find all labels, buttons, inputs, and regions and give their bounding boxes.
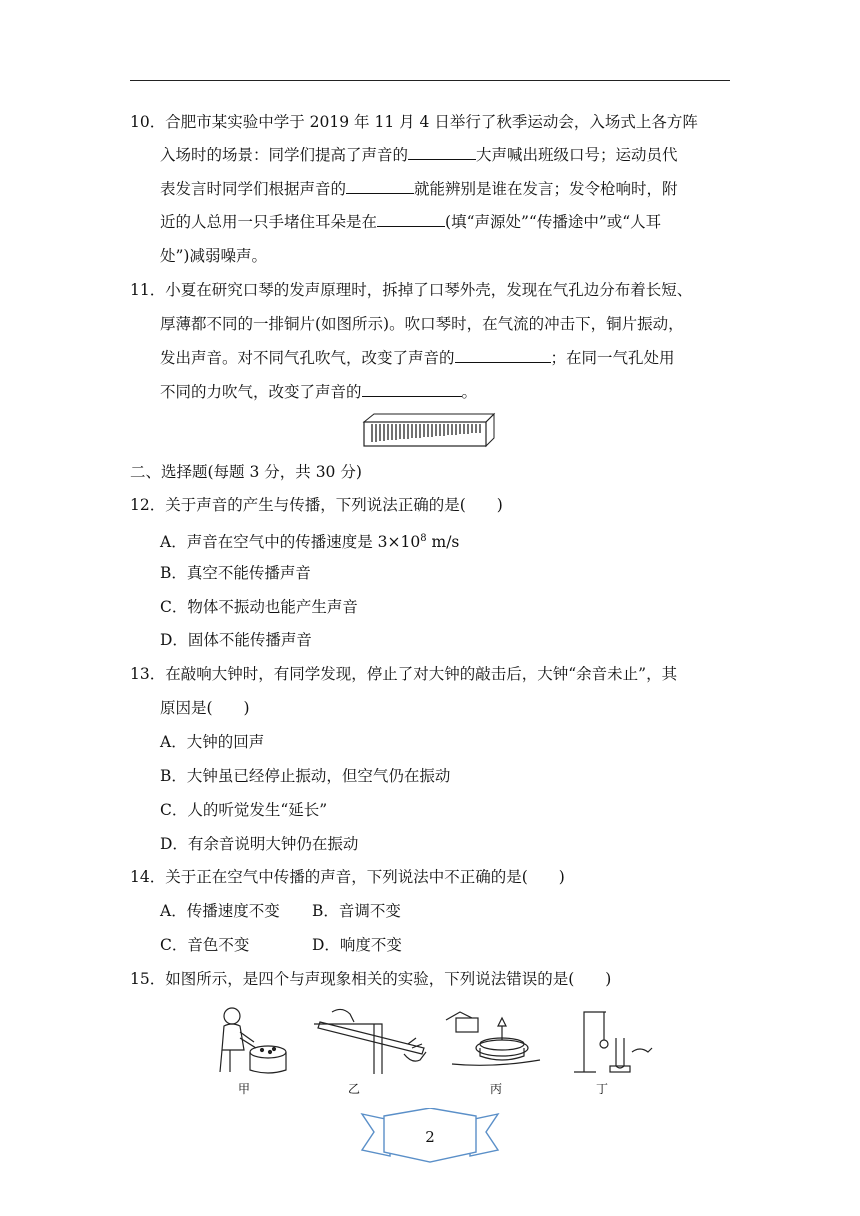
q12-option-b[interactable]: B．真空不能传播声音	[160, 564, 311, 582]
q11-line3	[160, 348, 675, 368]
q10-text: 表发言时同学们根据声音的	[160, 180, 347, 198]
q10-line5: 处”)减弱噪声。	[160, 247, 267, 265]
q13-option-b[interactable]: B．大钟虽已经停止振动，但空气仍在振动	[160, 767, 451, 785]
q10-text: (填“声源处”“传播途中”或“人耳	[445, 213, 662, 231]
figure-label-jia: 甲	[238, 1082, 251, 1096]
q12-stem: 12．关于声音的产生与传播，下列说法正确的是( )	[130, 496, 503, 514]
q13-option-c[interactable]: C．人的听觉发生“延长”	[160, 801, 328, 819]
q14-option-b[interactable]: B．音调不变	[312, 902, 401, 920]
q14-option-a[interactable]: A．传播速度不变	[160, 902, 280, 920]
q14-option-d[interactable]: D．响度不变	[312, 936, 402, 954]
answer-blank[interactable]	[408, 145, 476, 160]
q14-option-c[interactable]: C．音色不变	[160, 936, 250, 954]
q12-option-c[interactable]: C．物体不振动也能产生声音	[160, 598, 358, 616]
q10-line4	[160, 212, 661, 232]
section-heading: 二、选择题(每题 3 分，共 30 分)	[130, 463, 362, 481]
q11-text: 。	[461, 383, 478, 401]
experiment-ding-figure	[566, 1004, 656, 1076]
figure-label-ding: 丁	[596, 1082, 609, 1096]
q11-text: ；在同一气孔处用	[550, 349, 675, 367]
experiment-bing-figure	[442, 1004, 542, 1076]
q10-line3	[160, 179, 678, 199]
q10-text: 近的人总用一只手堵住耳朵是在	[160, 213, 378, 231]
answer-blank[interactable]	[346, 179, 414, 194]
q13-option-d[interactable]: D．有余音说明大钟仍在振动	[160, 835, 359, 853]
answer-blank[interactable]	[362, 382, 462, 397]
q12-option-a[interactable]	[160, 529, 459, 552]
q10-text: 就能辨别是谁在发言；发令枪响时，附	[414, 180, 678, 198]
answer-blank[interactable]	[455, 348, 551, 363]
figure-label-yi: 乙	[348, 1082, 361, 1096]
experiment-yi-figure	[312, 1004, 430, 1076]
exponent: 8	[420, 533, 427, 544]
answer-blank[interactable]	[377, 212, 445, 227]
experiment-jia-figure	[210, 1004, 292, 1076]
q13-option-a[interactable]: A．大钟的回声	[160, 733, 265, 751]
q11-line4	[160, 382, 477, 402]
option-text: A．声音在空气中的传播速度是 3×10	[160, 533, 421, 552]
q10-line1: 10．合肥市某实验中学于 2019 年 11 月 4 日举行了秋季运动会，入场式上各方阵	[130, 113, 698, 131]
q10-text: 入场时的场景：同学们提高了声音的	[160, 146, 409, 164]
q11-text: 不同的力吹气，改变了声音的	[160, 383, 362, 401]
q13-line2: 原因是( )	[160, 699, 250, 717]
q13-line1: 13．在敲响大钟时，有同学发现，停止了对大钟的敲击后，大钟“余音未止”，其	[130, 665, 678, 683]
q14-stem: 14．关于正在空气中传播的声音，下列说法中不正确的是( )	[130, 868, 565, 886]
q11-text: 发出声音。对不同气孔吹气，改变了声音的	[160, 349, 455, 367]
q10-line2	[160, 145, 678, 165]
q11-line2: 厚薄都不同的一排铜片(如图所示)。吹口琴时，在气流的冲击下，铜片振动，	[160, 315, 684, 333]
header-rule	[130, 80, 730, 81]
page-number: 2	[425, 1128, 435, 1146]
q15-stem: 15．如图所示，是四个与声现象相关的实验，下列说法错误的是( )	[130, 970, 612, 988]
q12-option-d[interactable]: D．固体不能传播声音	[160, 631, 312, 649]
option-unit: m/s	[426, 533, 460, 552]
q10-text: 大声喊出班级口号；运动员代	[476, 146, 678, 164]
figure-label-bing: 丙	[490, 1082, 503, 1096]
q11-line1: 11．小夏在研究口琴的发声原理时，拆掉了口琴外壳，发现在气孔边分布着长短、	[130, 281, 693, 299]
harmonica-reeds-figure	[362, 412, 498, 450]
